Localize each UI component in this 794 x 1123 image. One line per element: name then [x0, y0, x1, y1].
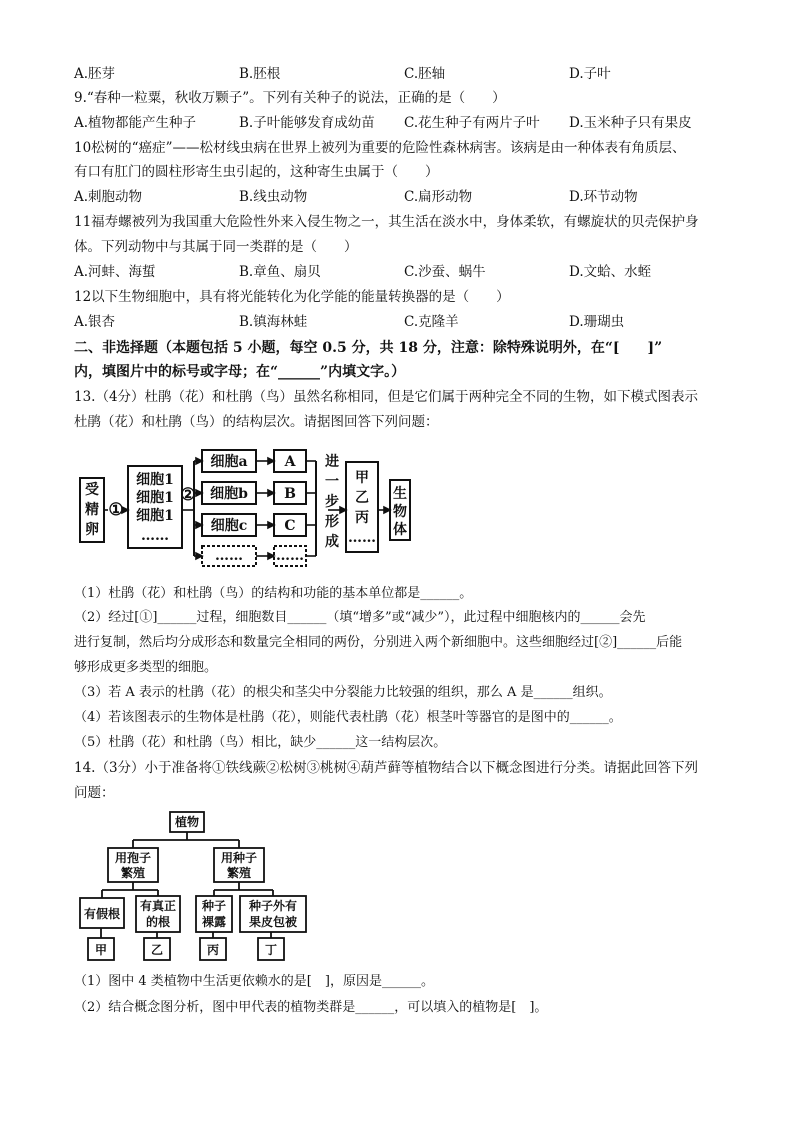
- section2-title-line1: 二、非选择题（本题包括 5 小题，每空 0.5 分，共 18 分，注意：除特殊说明外，在“[ ]”: [74, 340, 663, 356]
- q11-option-b: B.章鱼、扇贝: [239, 264, 321, 280]
- zygote-char-2: 精: [85, 502, 99, 518]
- step-2-label: ②: [180, 485, 196, 505]
- q13-sub-4: （4）若该图表示的生物体是杜鹃（花），则能代表杜鹃（花）根茎叶等器官的是图中的______。: [74, 710, 622, 725]
- covered-seed-label-2: 果皮包被: [248, 915, 298, 929]
- q9-stem: 9.“春种一粒粟，秋收万颗子”。下列有关种子的说法，正确的是（ ）: [74, 90, 506, 106]
- pseudo-root-label: 有假根: [83, 907, 121, 921]
- process-char-1: 进: [325, 454, 339, 470]
- q8-option-c: C.胚轴: [404, 66, 446, 82]
- cell-c-label: 细胞c: [210, 518, 248, 534]
- tissue-c-label: C: [284, 518, 296, 534]
- q14-sub-1: （1）图中 4 类植物中生活更依赖水的是[ ]，原因是______。: [74, 974, 434, 989]
- seed-label-1: 用种子: [220, 851, 258, 865]
- organism-char-3: 体: [393, 522, 407, 538]
- organism-char-2: 物: [393, 504, 407, 520]
- q10-option-b: B.线虫动物: [239, 189, 308, 205]
- q13-sub-2-line2: 进行复制，然后均分成形态和数量完全相同的两份，分别进入两个新细胞中。这些细胞经过[②]______后能: [74, 635, 683, 650]
- seed-label-2: 繁殖: [226, 866, 252, 880]
- naked-seed-label-1: 种子: [201, 899, 227, 913]
- q13-sub-2-line3: 够形成更多类型的细胞。: [74, 660, 218, 675]
- label-yi: 乙: [150, 943, 164, 957]
- tissue-a-label: A: [284, 454, 296, 470]
- q11-stem-line2: 体。下列动物中与其属于同一类群的是（ ）: [74, 239, 358, 255]
- q10-option-a: A.刺胞动物: [74, 189, 143, 205]
- q13-sub-5: （5）杜鹃（花）和杜鹃（鸟）相比，缺少______这一结构层次。: [74, 735, 447, 750]
- q9-option-b: B.子叶能够发育成幼苗: [239, 115, 375, 131]
- q8-option-a: A.胚芽: [74, 66, 116, 82]
- tissue-more-dots: ……: [276, 548, 304, 564]
- q8-option-b: B.胚根: [239, 66, 281, 82]
- cell-label-2: 细胞1: [136, 490, 174, 506]
- label-ding: 丁: [264, 943, 278, 957]
- q9-options: [74, 113, 734, 133]
- q9-option-d: D.玉米种子只有果皮: [569, 115, 692, 131]
- zygote-char-1: 受: [85, 482, 99, 498]
- organ-jia: 甲: [355, 470, 369, 486]
- q10-options: [74, 187, 734, 207]
- cell-a-label: 细胞a: [210, 454, 248, 470]
- naked-seed-label-2: 裸露: [201, 915, 227, 929]
- organ-bing: 丙: [355, 510, 369, 526]
- q14-stem-line2: 问题：: [74, 785, 115, 801]
- q13-stem-line2: 杜鹃（花）和杜鹃（鸟）的结构层次。请据图回答下列问题：: [74, 414, 439, 430]
- section2-title-line2: 内，填图片中的标号或字母；在“______”内填文字。）: [74, 364, 406, 380]
- q13-sub-2-line1: （2）经过[①]______过程，细胞数目______（填“增多”或“减少”），此过程中细胞核内的______会先: [74, 610, 646, 625]
- q8-option-d: D.子叶: [569, 66, 611, 82]
- q10-stem-line1: 10松树的“癌症”——松材线虫病在世界上被列为重要的危险性森林病害。该病是由一种体表有角质层、: [74, 140, 686, 156]
- q14-sub-2: （2）结合概念图分析，图中甲代表的植物类群是______，可以填入的植物是[ ]。: [74, 1000, 548, 1015]
- q10-option-d: D.环节动物: [569, 189, 638, 205]
- q13-sub-3: （3）若 A 表示的杜鹃（花）的根尖和茎尖中分裂能力比较强的组织，那么 A 是______组织。: [74, 685, 612, 700]
- step-1-label: ①: [108, 500, 124, 520]
- process-char-2: 一: [325, 474, 339, 490]
- q14-classification-diagram: [78, 810, 310, 962]
- label-bing: 丙: [206, 943, 220, 957]
- label-jia: 甲: [94, 943, 108, 957]
- q14-stem-line1: 14.（3分）小于准备将①铁线蕨②松树③桃树④葫芦藓等植物结合以下概念图进行分类。请据此回答下列: [74, 760, 699, 776]
- plant-label: 植物: [174, 815, 200, 829]
- tissue-b-label: B: [284, 486, 296, 502]
- q8-options: [74, 64, 734, 84]
- process-char-5: 成: [325, 534, 339, 550]
- process-char-3: 步: [325, 494, 339, 510]
- q11-options: [74, 262, 734, 282]
- q10-stem-line2: 有口有肛门的圆柱形寄生虫引起的，这种寄生虫属于（ ）: [74, 164, 439, 180]
- q12-options: [74, 312, 734, 332]
- q12-option-b: B.镇海林蛙: [239, 314, 308, 330]
- cell-label-3: 细胞1: [136, 508, 174, 524]
- q9-option-c: C.花生种子有两片子叶: [404, 115, 540, 131]
- spore-label-2: 繁殖: [120, 866, 146, 880]
- zygote-char-3: 卵: [85, 522, 99, 538]
- q12-option-c: C.克隆羊: [404, 314, 459, 330]
- cells-dots: ……: [141, 528, 169, 544]
- q13-sub-1: （1）杜鹃（花）和杜鹃（鸟）的结构和功能的基本单位都是______。: [74, 586, 473, 601]
- organ-yi: 乙: [355, 490, 369, 506]
- q13-stem-line1: 13.（4分）杜鹃（花）和杜鹃（鸟）虽然名称相同，但是它们属于两种完全不同的生物，如下模式图表示: [74, 389, 699, 405]
- cell-label-1: 细胞1: [136, 472, 174, 488]
- covered-seed-label-1: 种子外有: [248, 899, 298, 913]
- q9-option-a: A.植物都能产生种子: [74, 115, 197, 131]
- cell-more-dots: ……: [215, 548, 243, 564]
- true-root-label-2: 的根: [145, 915, 171, 929]
- true-root-label-1: 有真正: [139, 899, 177, 913]
- q12-option-d: D.珊瑚虫: [569, 314, 625, 330]
- q11-option-d: D.文蛤、水蛭: [569, 264, 652, 280]
- q11-option-a: A.河蚌、海蜇: [74, 264, 156, 280]
- spore-label-1: 用孢子: [114, 851, 152, 865]
- q12-option-a: A.银杏: [74, 314, 116, 330]
- organs-dots: ……: [348, 530, 376, 546]
- q12-stem: 12以下生物细胞中，具有将光能转化为化学能的能量转换器的是（ ）: [74, 289, 510, 305]
- q10-option-c: C.扁形动物: [404, 189, 473, 205]
- q11-stem-line1: 11福寿螺被列为我国重大危险性外来入侵生物之一，其生活在淡水中，身体柔软，有螺旋状的贝壳保护身: [74, 214, 699, 230]
- process-char-4: 形: [325, 514, 339, 530]
- organism-char-1: 生: [393, 486, 407, 502]
- cell-b-label: 细胞b: [210, 486, 248, 502]
- q11-option-c: C.沙蚕、蜗牛: [404, 264, 486, 280]
- q13-structure-diagram: [76, 444, 416, 572]
